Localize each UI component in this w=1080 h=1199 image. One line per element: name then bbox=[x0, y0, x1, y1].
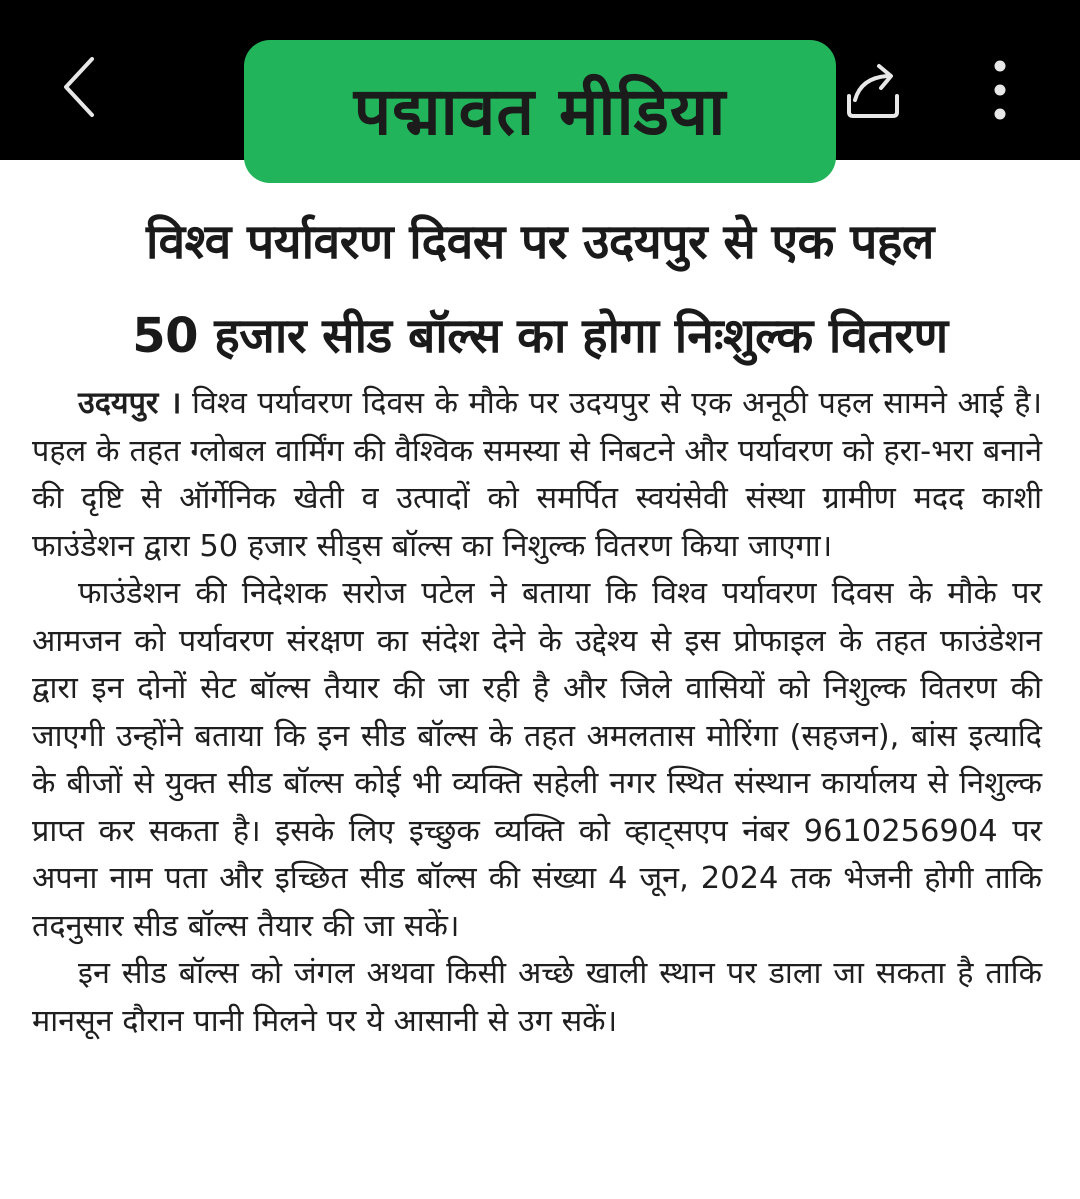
paragraph-1 bbox=[32, 380, 1042, 570]
share-icon bbox=[841, 60, 905, 120]
brand-name: पद्मावत मीडिया bbox=[353, 72, 727, 150]
paragraph-1-text: विश्व पर्यावरण दिवस के मौके पर उदयपुर से एक अनूठी पहल सामने आई है। पहल के तहत ग्लोबल वार्मिंग की वैश्विक समस्या से निबटने और पर्यावरण को हरा-भरा बनाने की दृष्टि से ऑर्गेनिक खेती व उत्पादों को समर्पित स्वयंसेवी संस्था ग्रामीण मदद काशी फाउंडेशन द्वारा 50 हजार सीड्स बॉल्स का निशुल्क वितरण किया जाएगा। bbox=[32, 386, 1042, 564]
back-button[interactable] bbox=[40, 42, 120, 132]
headline-line-1: विश्व पर्यावरण दिवस पर उदयपुर से एक पहल bbox=[146, 214, 934, 270]
share-button[interactable] bbox=[828, 45, 918, 135]
article-body bbox=[32, 380, 1042, 1045]
paragraph-2: फाउंडेशन की निदेशक सरोज पटेल ने बताया कि विश्व पर्यावरण दिवस के मौके पर आमजन को पर्यावरण संरक्षण का संदेश देने के उद्देश्य से इस प्रोफाइल के तहत फाउंडेशन द्वारा इन दोनों सेट बॉल्स तैयार की जा रही है और जिले वासियों को निशुल्क वितरण की जाएगी उन्होंने बताया कि इन सीड बॉल्स के तहत अमलतास मोरिंगा (सहजन), बांस इत्यादि के बीजों से युक्त सीड बॉल्स कोई भी व्यक्ति सहेली नगर स्थित संस्थान कार्यालय से निशुल्क प्राप्त कर सकता है। इसके लिए इच्छुक व्यक्ति को व्हाट्सएप नंबर 9610256904 पर अपना नाम पता और इच्छित सीड बॉल्स की संख्या 4 जून, 2024 तक भेजनी होगी ताकि तदनुसार सीड बॉल्स तैयार की जा सकें। bbox=[32, 576, 1042, 944]
more-vertical-icon bbox=[990, 58, 1010, 122]
headline-line-2: 50 हजार सीड बॉल्स का होगा निःशुल्क वितरण bbox=[132, 308, 948, 364]
dateline: उदयपुर । bbox=[78, 386, 182, 421]
chevron-left-icon bbox=[60, 55, 100, 119]
more-options-button[interactable] bbox=[960, 45, 1040, 135]
paragraph-3: इन सीड बॉल्स को जंगल अथवा किसी अच्छे खाली स्थान पर डाला जा सकता है ताकि मानसून दौरान पानी मिलने पर ये आसानी से उग सकें। bbox=[32, 956, 1042, 1039]
brand-banner bbox=[244, 40, 836, 183]
